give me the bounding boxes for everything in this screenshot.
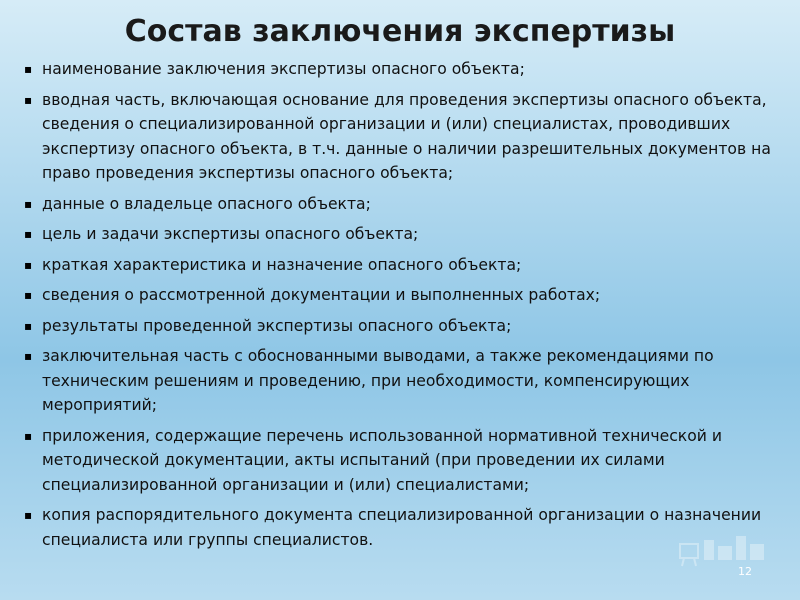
list-item — [24, 88, 776, 186]
list-item-text: цель и задачи экспертизы опасного объекта; — [42, 225, 419, 243]
list-item — [24, 222, 776, 247]
list-item — [24, 192, 776, 217]
bullet-icon: ▪ — [24, 92, 33, 107]
list-item — [24, 283, 776, 308]
list-item — [24, 253, 776, 278]
list-item — [24, 503, 776, 552]
watermark-logo-icon — [678, 530, 768, 570]
bullet-icon: ▪ — [24, 428, 33, 443]
list-item-text: сведения о рассмотренной документации и выполненных работах; — [42, 286, 601, 304]
bullet-icon: ▪ — [24, 196, 33, 211]
list-item-text: копия распорядительного документа специализированной организации о назначении специалиста или группы специалистов. — [42, 506, 762, 549]
list-item-text: наименование заключения экспертизы опасного объекта; — [42, 60, 525, 78]
list-item-text: данные о владельце опасного объекта; — [42, 194, 371, 213]
list-item-text: краткая характеристика и назначение опасного объекта; — [42, 255, 522, 274]
bullet-icon: ▪ — [24, 227, 33, 241]
list-item — [24, 344, 776, 418]
bullet-icon: ▪ — [24, 349, 33, 363]
bullet-icon: ▪ — [24, 318, 33, 333]
slide-title: Состав заключения экспертизы — [124, 14, 676, 49]
bullet-icon: ▪ — [24, 508, 33, 522]
list-item-text: вводная часть, включающая основание для проведения экспертизы опасного объекта, сведения о специализированной организации и (или) специалистах, проводивших экспертизу опасного объекта, в т.ч. данные о наличии разрешительных документов на право проведения экспертизы опасного объекта; — [42, 90, 771, 182]
list-item — [24, 424, 776, 498]
bullet-icon: ▪ — [24, 257, 33, 272]
list-item-text: результаты проведенной экспертизы опасного объекта; — [42, 316, 512, 335]
page-number: 12 — [738, 565, 752, 578]
list-item — [24, 314, 776, 339]
list-item — [24, 57, 776, 82]
list-item-text: приложения, содержащие перечень использованной нормативной технической и методической документации, акты испытаний (при проведении их силами специализированной организации и (или) специалистами; — [42, 426, 722, 494]
list-item-text: заключительная часть с обоснованными выводами, а также рекомендациями по техническим решениям и проведению, при необходимости, компенсирующих мероприятий; — [42, 347, 714, 414]
bullet-icon: ▪ — [24, 62, 33, 76]
bullet-icon: ▪ — [24, 288, 33, 302]
content-list — [24, 57, 776, 558]
